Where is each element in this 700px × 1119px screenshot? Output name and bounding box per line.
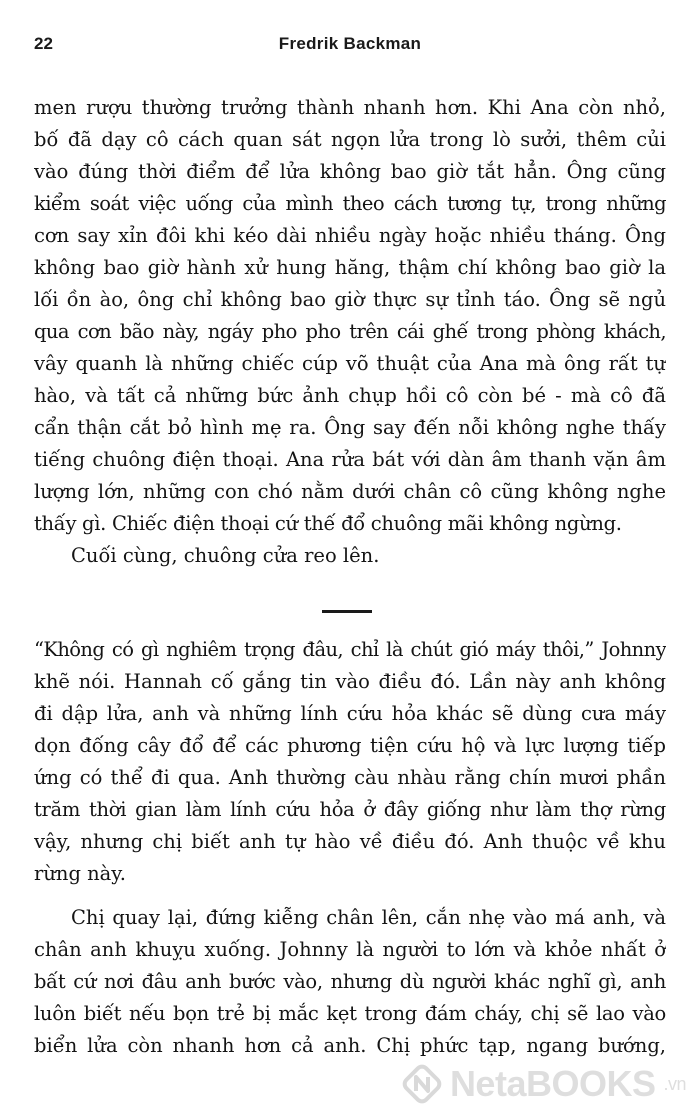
text-line: “Không có gì nghiêm trọng đâu, chỉ là chút gió máy thôi,” Johnny xyxy=(34,638,666,661)
text-line: trăm thời gian làm lính cứu hỏa ở đây giống như làm thợ rừng xyxy=(34,798,666,821)
text-line: khẽ nói. Hannah cố gắng tin vào điều đó. Lần này anh không xyxy=(34,670,666,693)
text-line: cẩn thận cắt bỏ hình mẹ ra. Ông say đến nỗi không nghe thấy xyxy=(34,416,666,439)
author-name: Fredrik Backman xyxy=(278,34,422,53)
text-line: men rượu thường trưởng thành nhanh hơn. Khi Ana còn nhỏ, xyxy=(34,96,666,119)
netabooks-logo-icon xyxy=(402,1064,442,1104)
text-line: cơn say xỉn đôi khi kéo dài nhiều ngày hoặc nhiều tháng. Ông xyxy=(34,224,666,247)
text-line: lối ồn ào, ông chỉ không bao giờ thực sự tỉnh táo. Ông sẽ ngủ xyxy=(34,288,666,311)
watermark-suffix: .vn xyxy=(663,1073,686,1094)
text-line: ứng có thể đi qua. Anh thường càu nhàu rằng chín mươi phần xyxy=(34,766,666,789)
text-line: đi dập lửa, anh và những lính cứu hỏa khác sẽ dùng cưa máy xyxy=(34,702,666,725)
text-line: Cuối cùng, chuông cửa reo lên. xyxy=(71,544,380,567)
text-line: hào, và tất cả những bức ảnh chụp hồi cô còn bé - mà cô đã xyxy=(34,384,666,407)
text-line: dọn đống cây đổ để các phương tiện cứu hộ và lực lượng tiếp xyxy=(34,734,666,757)
text-line: Chị quay lại, đứng kiễng chân lên, cắn nhẹ vào má anh, và xyxy=(71,906,666,929)
text-line: rừng này. xyxy=(34,862,126,885)
text-line: qua cơn bão này, ngáy pho pho trên cái ghế trong phòng khách, xyxy=(34,320,666,343)
text-line: tiếng chuông điện thoại. Ana rửa bát với dàn âm thanh vặn âm xyxy=(34,448,666,471)
page-number: 22 xyxy=(34,34,53,53)
text-line: không bao giờ hành xử hung hăng, thậm chí không bao giờ la xyxy=(34,256,666,279)
text-line: vào đúng thời điểm để lửa không bao giờ tắt hẳn. Ông cũng xyxy=(34,160,666,183)
text-line: luôn biết nếu bọn trẻ bị mắc kẹt trong đám cháy, chị sẽ lao vào xyxy=(34,1002,666,1025)
text-line: thấy gì. Chiếc điện thoại cứ thế đổ chuông mãi không ngừng. xyxy=(34,512,622,535)
text-line: kiểm soát việc uống của mình theo cách tương tự, trong những xyxy=(34,192,666,215)
section-divider xyxy=(322,610,372,613)
text-line: biển lửa còn nhanh hơn cả anh. Chị phức tạp, ngang bướng, xyxy=(34,1034,666,1057)
watermark-brand: NetaBOOKS xyxy=(449,1063,656,1104)
text-line: lượng lớn, những con chó nằm dưới chân cô cũng không nghe xyxy=(34,480,666,503)
text-line: bố đã dạy cô cách quan sát ngọn lửa trong lò sưởi, thêm củi xyxy=(34,128,666,151)
watermark xyxy=(402,1061,686,1107)
text-line: bất cứ nơi đâu anh bước vào, nhưng dù người khác nghĩ gì, anh xyxy=(34,970,666,993)
text-line: vây quanh là những chiếc cúp võ thuật của Ana mà ông rất tự xyxy=(34,352,666,375)
running-head xyxy=(34,34,666,58)
text-line: vậy, nhưng chị biết anh tự hào về điều đó. Anh thuộc về khu xyxy=(34,830,666,853)
text-line: chân anh khuỵu xuống. Johnny là người to lớn và khỏe nhất ở xyxy=(34,938,666,961)
